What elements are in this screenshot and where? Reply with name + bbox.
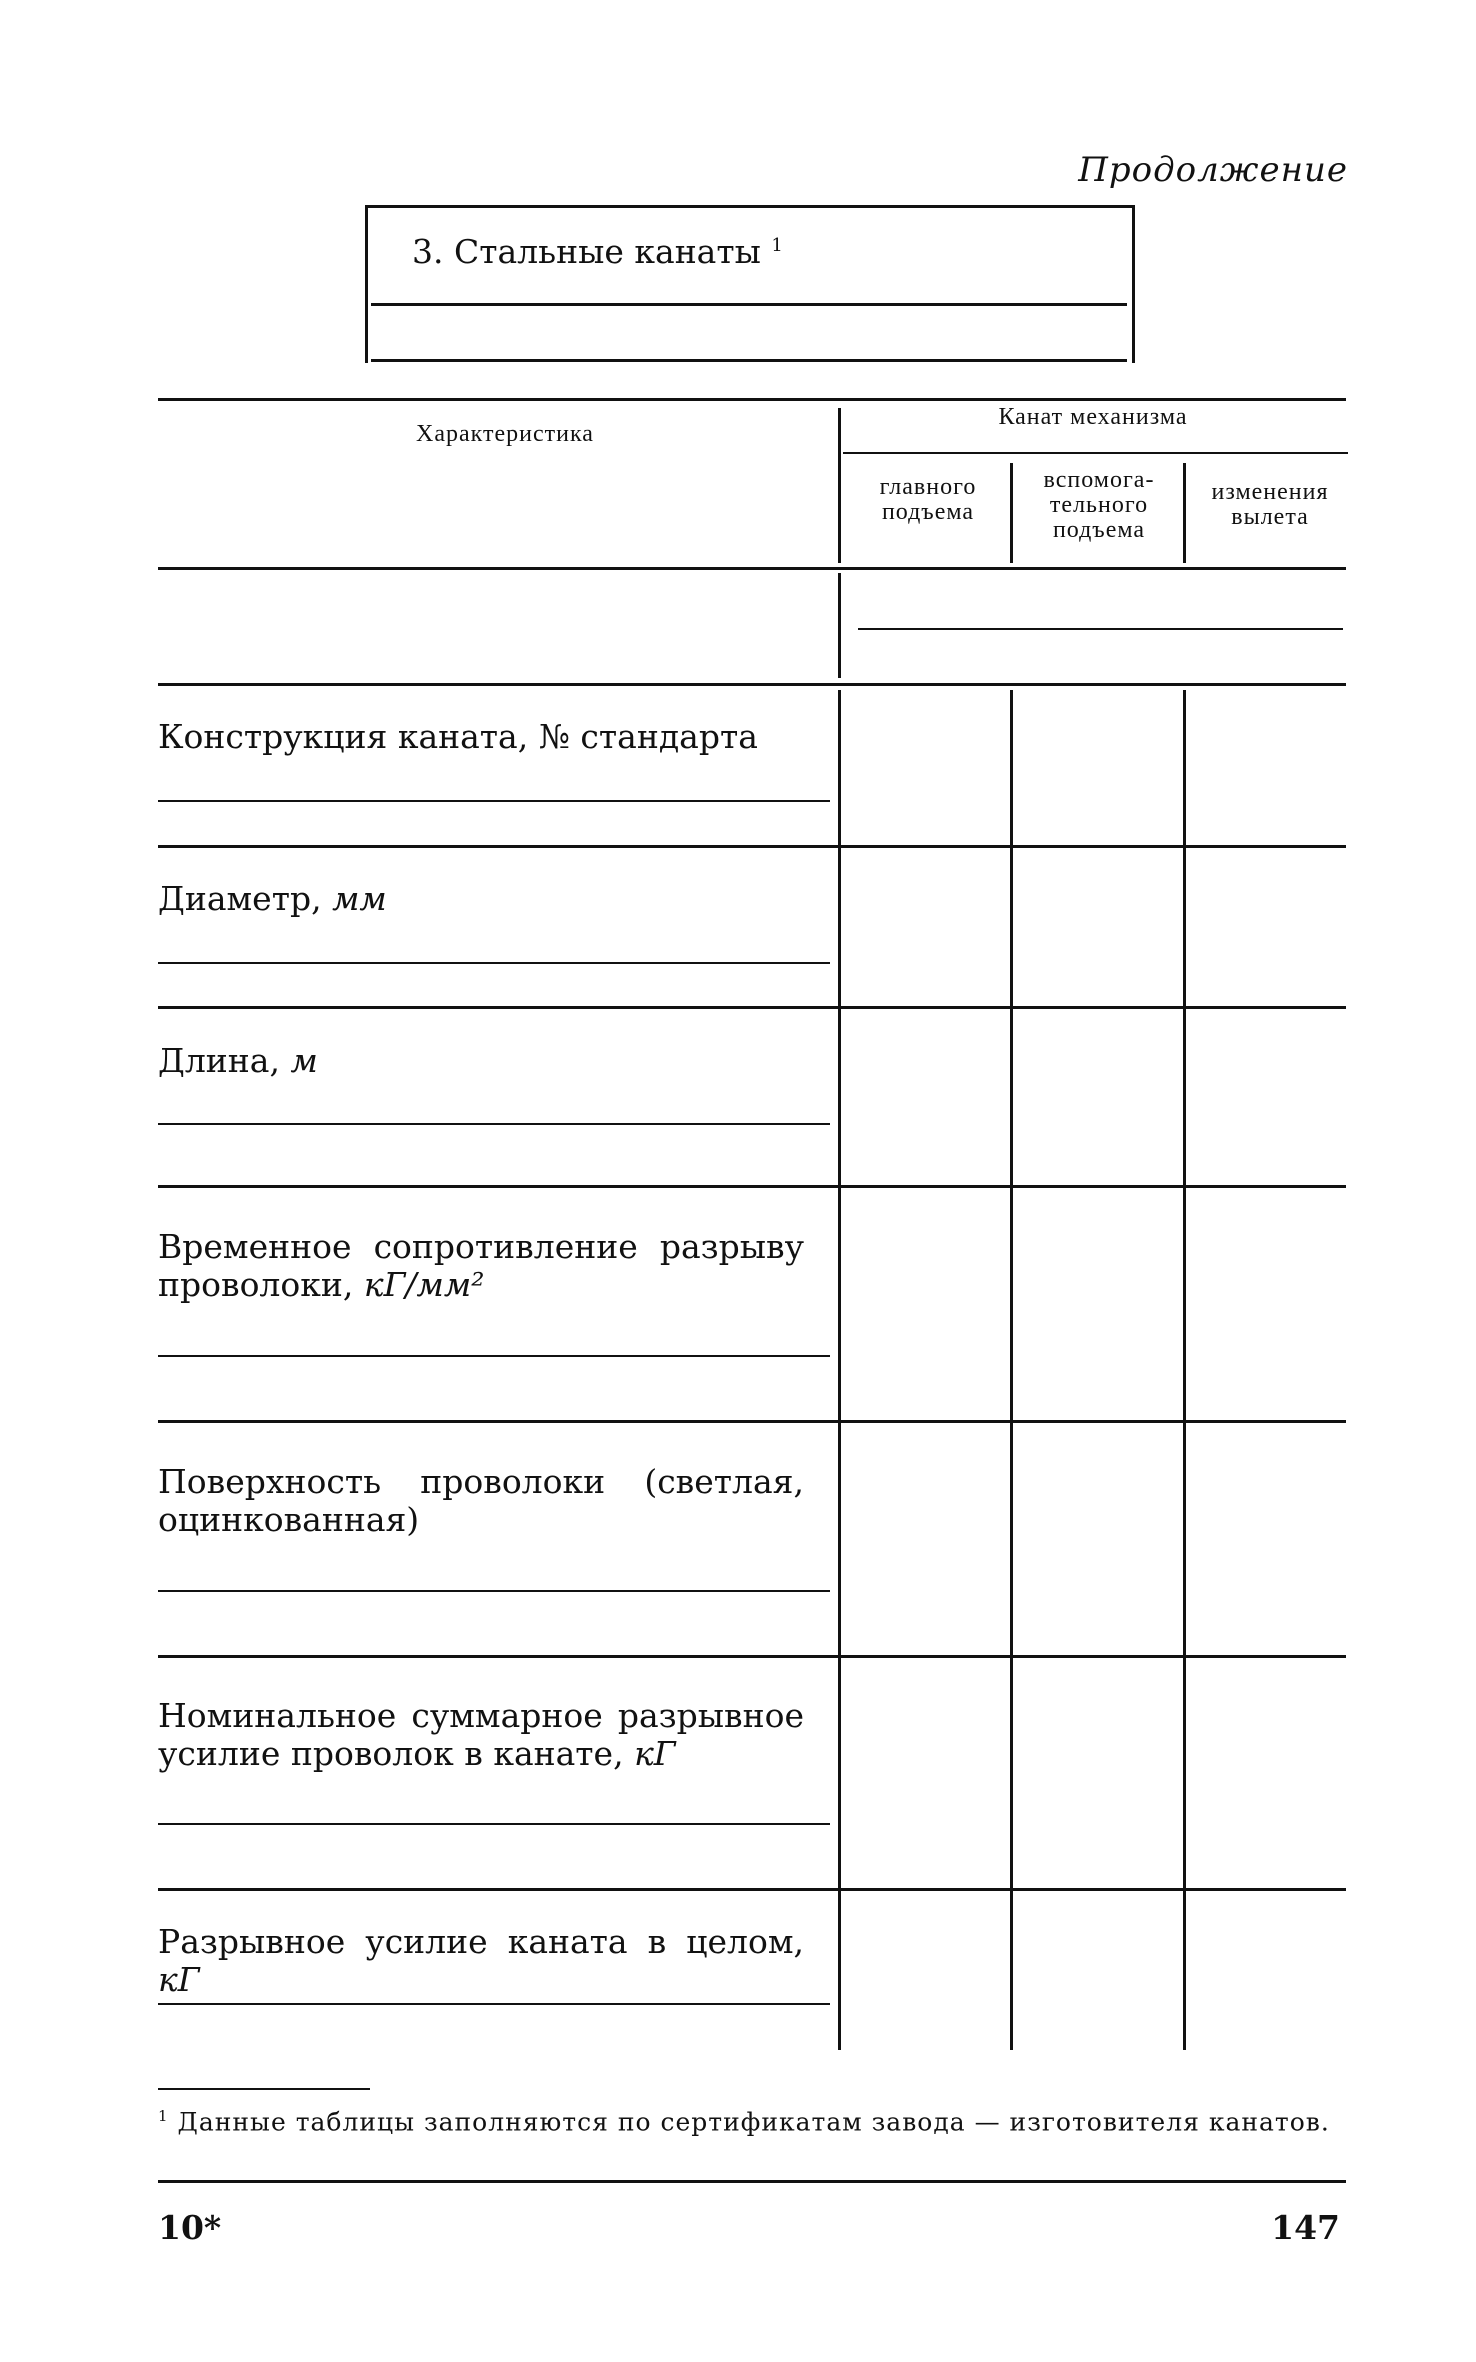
section-number: 3. xyxy=(412,232,444,271)
header-bottom-rule xyxy=(158,567,1346,570)
row-underline xyxy=(158,962,830,964)
row-label-wire-surface: Поверхность проволоки (светлая, оцинкованная) xyxy=(158,1462,804,1539)
subcolumn-header-main-hoist: главного подъема xyxy=(879,474,977,526)
row-separator xyxy=(158,1185,1346,1188)
section-title xyxy=(412,232,783,271)
signature-mark: 10* xyxy=(158,2208,222,2247)
row-label-rope-breaking-force: Разрывное усилие каната в целом, кГ xyxy=(158,1922,804,1999)
row-label-diameter: Диаметр, мм xyxy=(158,879,387,918)
header-divider xyxy=(838,408,841,563)
group-header-rule xyxy=(843,452,1348,454)
section-footnote-ref: 1 xyxy=(771,235,783,256)
footer-rule xyxy=(158,2180,1346,2183)
row-underline xyxy=(158,1355,830,1357)
row-separator xyxy=(158,1006,1346,1009)
continuation-label: Продолжение xyxy=(1078,150,1348,190)
section-title-text: Стальные канаты xyxy=(454,232,761,271)
footnote-marker: 1 xyxy=(158,2107,169,2125)
subcolumn-header-aux-hoist: вспомога- тельного подъема xyxy=(1043,467,1155,544)
row-separator xyxy=(158,1420,1346,1423)
table-top-rule xyxy=(158,398,1346,401)
column-header-characteristic: Характеристика xyxy=(416,421,594,447)
footnote-rule xyxy=(158,2088,370,2090)
blank-row-divider xyxy=(838,573,841,678)
row-label-construction: Конструкция каната, № стандарта xyxy=(158,717,758,756)
footnote xyxy=(158,2108,1338,2136)
row-label-tensile-strength: Временное сопротивление разрыву проволоки, кГ/мм² xyxy=(158,1227,804,1304)
subcolumn-header-boom-change: изменения вылета xyxy=(1211,479,1329,531)
group-header: Канат механизма xyxy=(998,404,1188,430)
row-underline xyxy=(158,1590,830,1592)
row-label-nominal-breaking-force: Номинальное суммарное разрывное усилие проволок в канате, кГ xyxy=(158,1696,804,1773)
body-col-divider-1 xyxy=(1010,690,1013,2050)
page-number: 147 xyxy=(1271,2208,1340,2247)
blank-row-rule xyxy=(858,628,1343,630)
row-separator xyxy=(158,1888,1346,1891)
row-underline xyxy=(158,1823,830,1825)
row-separator xyxy=(158,1655,1346,1658)
row-separator xyxy=(158,845,1346,848)
row-underline xyxy=(158,800,830,802)
body-divider xyxy=(838,690,841,2050)
section-box xyxy=(365,205,1133,363)
body-top-rule xyxy=(158,683,1346,686)
row-underline xyxy=(158,1123,830,1125)
body-col-divider-2 xyxy=(1183,690,1186,2050)
row-underline xyxy=(158,2003,830,2005)
row-label-length: Длина, м xyxy=(158,1041,318,1080)
footnote-text: Данные таблицы заполняются по сертификатам завода — изготовителя канатов. xyxy=(177,2107,1330,2137)
